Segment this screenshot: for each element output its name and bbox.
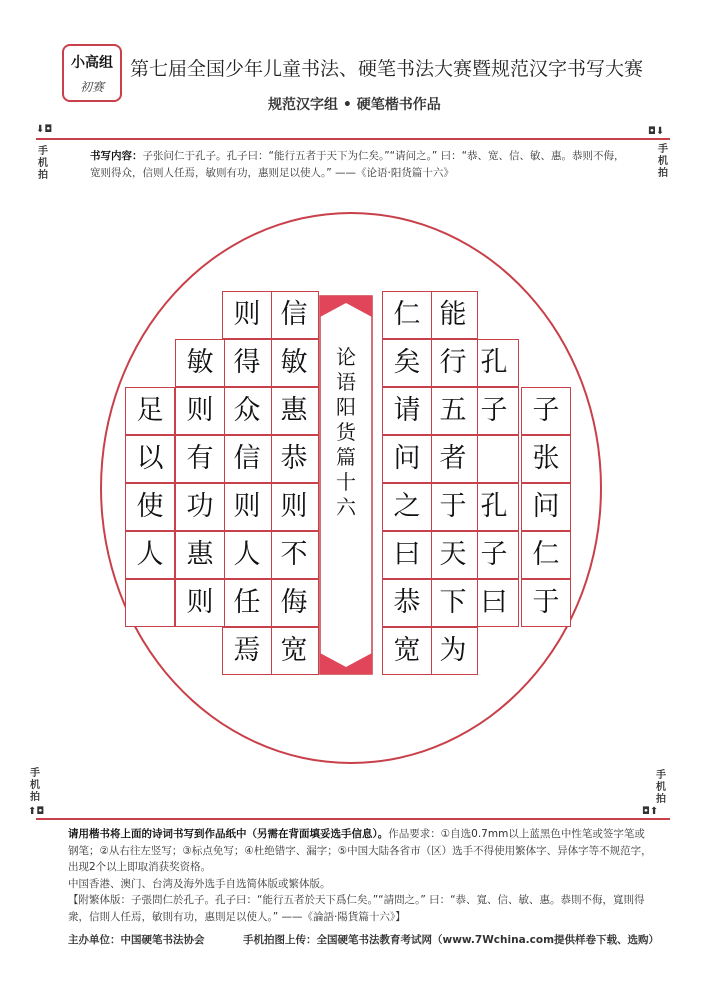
side-label-bottom-left: 手机拍 bbox=[30, 768, 40, 803]
grid-cell: 恭 bbox=[269, 435, 319, 483]
grid-cell: 仁 bbox=[382, 291, 432, 339]
grid-cell: 得 bbox=[222, 339, 272, 387]
instructions bbox=[68, 826, 653, 925]
grid-cell bbox=[125, 579, 175, 627]
grid-cell: 则 bbox=[269, 483, 319, 531]
grid-cell: 人 bbox=[222, 531, 272, 579]
side-label-top-left: 手机拍 bbox=[38, 146, 48, 181]
grid-cell: 曰 bbox=[382, 531, 432, 579]
grid-cell: 任 bbox=[222, 579, 272, 627]
grid-cell: 子 bbox=[469, 387, 519, 435]
grid-cell: 则 bbox=[175, 387, 225, 435]
grid-cell: 张 bbox=[521, 435, 571, 483]
instructions-lead: 请用楷书将上面的诗词书写到作品纸中（另需在背面填妥选手信息）。 bbox=[68, 828, 389, 840]
camera-download-icon: ◘⬇ bbox=[648, 126, 665, 137]
grid-cell: 下 bbox=[428, 579, 478, 627]
grid-cell: 功 bbox=[175, 483, 225, 531]
grid-cell: 信 bbox=[269, 291, 319, 339]
grid-cell: 足 bbox=[125, 387, 175, 435]
instructions-requirements: 作品要求：①自选0.7mm以上蓝黑色中性笔或签字笔或钢笔；②从右往左竖写；③标点免写；④杜绝错字、漏字；⑤中国大陆各省市（区）选手不得使用繁体字、异体字等不规范字，出现2个以上即取消获奖资格。 bbox=[68, 828, 652, 873]
grid-cell: 矣 bbox=[382, 339, 432, 387]
grid-cell: 宽 bbox=[269, 627, 319, 675]
grid-cell: 则 bbox=[222, 483, 272, 531]
group-label: 小高组 bbox=[71, 55, 113, 71]
grid-cell: 仁 bbox=[521, 531, 571, 579]
grid-cell: 于 bbox=[521, 579, 571, 627]
footer-organizer: 主办单位：中国硬笔书法协会 bbox=[68, 934, 205, 946]
bottom-rule bbox=[36, 818, 670, 820]
grid-cell: 焉 bbox=[222, 627, 272, 675]
camera-upload-icon: ◘⬆ bbox=[642, 806, 659, 817]
grid-cell: 敏 bbox=[269, 339, 319, 387]
grid-cell: 不 bbox=[269, 531, 319, 579]
grid-cell: 敏 bbox=[175, 339, 225, 387]
grid-cell: 问 bbox=[382, 435, 432, 483]
page-subtitle: 规范汉字组 • 硬笔楷书作品 bbox=[268, 97, 441, 113]
page-title: 第七届全国少年儿童书法、硬笔书法大赛暨规范汉字书写大赛 bbox=[130, 58, 644, 80]
grid-cell: 者 bbox=[428, 435, 478, 483]
grid-cell: 人 bbox=[125, 531, 175, 579]
grid-cell: 众 bbox=[222, 387, 272, 435]
banner-text: 论语阳货篇十六 bbox=[336, 345, 356, 519]
grid-cell: 恭 bbox=[382, 579, 432, 627]
instructions-hk-note: 中国香港、澳门、台湾及海外选手自选简体版或繁体版。 bbox=[68, 877, 331, 890]
grid-cell: 孔 bbox=[469, 339, 519, 387]
grid-cell: 曰 bbox=[469, 579, 519, 627]
side-label-bottom-right: 手机拍 bbox=[656, 770, 666, 805]
grid-cell: 五 bbox=[428, 387, 478, 435]
top-rule bbox=[36, 138, 670, 140]
writing-content bbox=[90, 148, 630, 182]
group-badge bbox=[62, 44, 122, 102]
grid-cell: 以 bbox=[125, 435, 175, 483]
grid-cell: 问 bbox=[521, 483, 571, 531]
grid-cell: 惠 bbox=[269, 387, 319, 435]
download-camera-icon: ⬇◘ bbox=[36, 124, 53, 135]
grid-cell: 孔 bbox=[469, 483, 519, 531]
grid-cell: 能 bbox=[428, 291, 478, 339]
grid-cell: 行 bbox=[428, 339, 478, 387]
grid-cell: 信 bbox=[222, 435, 272, 483]
grid-cell: 子 bbox=[469, 531, 519, 579]
grid-cell: 之 bbox=[382, 483, 432, 531]
instructions-traditional: 【附繁体版：子張問仁於孔子。孔子曰：“能行五者於天下爲仁矣。”“請問之。” 曰：“恭、寬、信、敏、惠。恭則不侮，寬則得衆，信則人任焉，敏則有功，惠則足以使人。” ——《論語·陽貨篇十六》】 bbox=[68, 894, 645, 923]
side-label-top-right: 手机拍 bbox=[658, 144, 668, 179]
grid-cell: 天 bbox=[428, 531, 478, 579]
upload-camera-icon: ⬆◘ bbox=[28, 806, 45, 817]
grid-cell: 惠 bbox=[175, 531, 225, 579]
grid-cell: 则 bbox=[222, 291, 272, 339]
grid-cell: 有 bbox=[175, 435, 225, 483]
content-label: 书写内容： bbox=[90, 150, 143, 162]
grid-cell: 侮 bbox=[269, 579, 319, 627]
stage-label: 初赛 bbox=[79, 80, 104, 94]
footer-upload: 手机拍图上传：全国硬笔书法教育考试网（www.7Wchina.com提供样卷下载、选购） bbox=[243, 934, 660, 946]
grid-cell: 宽 bbox=[382, 627, 432, 675]
grid-cell: 子 bbox=[521, 387, 571, 435]
content-text: 子张问仁于孔子。孔子曰：“能行五者于天下为仁矣。”“请问之。” 曰：“恭、宽、信、敏、惠。恭则不侮，宽则得众，信则人任焉，敏则有功，惠则足以使人。” ——《论语·阳货篇十六》 bbox=[90, 150, 625, 179]
grid-cell: 使 bbox=[125, 483, 175, 531]
grid-cell: 请 bbox=[382, 387, 432, 435]
grid-cell: 为 bbox=[428, 627, 478, 675]
grid-cell: 则 bbox=[175, 579, 225, 627]
grid-cell: 于 bbox=[428, 483, 478, 531]
